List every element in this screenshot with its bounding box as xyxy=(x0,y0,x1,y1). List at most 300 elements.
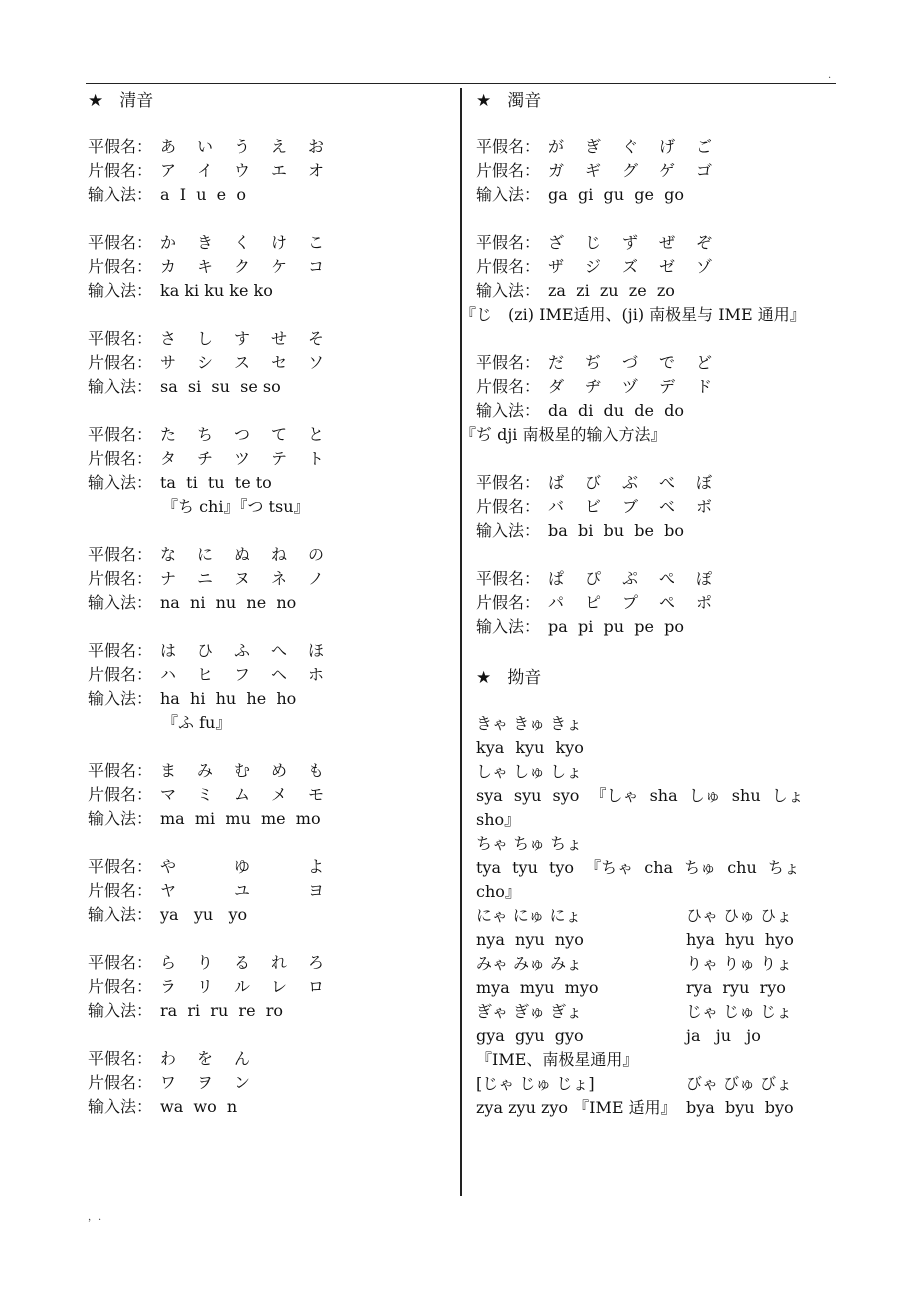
hiragana-char: あ xyxy=(160,137,177,156)
katakana-char: ヨ xyxy=(308,881,325,900)
hiragana-row xyxy=(88,951,448,975)
yoon-heading xyxy=(476,663,836,693)
yoon-cell: りゃ りゅ りょ xyxy=(686,954,793,973)
hiragana-char: ぬ xyxy=(234,545,251,564)
katakana-char: ト xyxy=(308,449,325,468)
kana-block xyxy=(88,951,448,1023)
yoon-cell: mya myu myo xyxy=(476,978,599,997)
katakana-char: レ xyxy=(271,977,288,996)
katakana-char: ケ xyxy=(271,257,288,276)
input-row xyxy=(88,279,448,303)
katakana-char: リ xyxy=(197,977,214,996)
katakana-row xyxy=(476,495,836,519)
katakana-label: 片假名： xyxy=(476,497,541,516)
yoon-pair-row xyxy=(476,1072,836,1096)
katakana-label: 片假名： xyxy=(88,353,153,372)
input-label: 输入法： xyxy=(88,1097,153,1116)
input-row xyxy=(88,999,448,1023)
input-romaji: ma mi mu me mo xyxy=(160,809,321,828)
yoon-pair-row xyxy=(476,1024,836,1048)
hiragana-label: 平假名： xyxy=(476,353,541,372)
seion-blocks xyxy=(88,135,448,1119)
yoon-cell: zya zyu zyo 『IME 适用』 xyxy=(476,1098,677,1117)
input-romaji: ba bi bu be bo xyxy=(548,521,684,540)
input-label: 输入法： xyxy=(476,185,541,204)
katakana-char: ワ xyxy=(160,1073,177,1092)
hiragana-char: ろ xyxy=(308,953,325,972)
katakana-label: 片假名： xyxy=(476,257,541,276)
dakuon-heading xyxy=(476,86,836,116)
hiragana-label: 平假名： xyxy=(88,233,153,252)
yoon-pair-row xyxy=(476,928,836,952)
hiragana-label: 平假名： xyxy=(88,545,153,564)
hiragana-label: 平假名： xyxy=(476,233,541,252)
input-label: 输入法： xyxy=(88,281,153,300)
hiragana-label: 平假名： xyxy=(88,329,153,348)
hiragana-char: ぽ xyxy=(696,569,713,588)
hiragana-char: し xyxy=(197,329,214,348)
star-icon: ★ xyxy=(476,91,492,111)
katakana-char: ヤ xyxy=(160,881,177,900)
hiragana-char: れ xyxy=(271,953,288,972)
hiragana-label: 平假名： xyxy=(88,425,153,444)
hiragana-label: 平假名： xyxy=(476,569,541,588)
input-row xyxy=(476,279,836,303)
katakana-row xyxy=(88,351,448,375)
katakana-row xyxy=(476,255,836,279)
hiragana-char: ね xyxy=(271,545,288,564)
katakana-label: 片假名： xyxy=(88,977,153,996)
hiragana-char: う xyxy=(234,137,251,156)
yoon-cell: rya ryu ryo xyxy=(686,978,786,997)
katakana-char xyxy=(271,879,308,903)
kana-block xyxy=(476,471,836,543)
hiragana-char: も xyxy=(308,761,325,780)
katakana-label: 片假名： xyxy=(476,161,541,180)
katakana-char: フ xyxy=(234,665,251,684)
input-label: 输入法： xyxy=(88,809,153,828)
kana-block xyxy=(88,1047,448,1119)
katakana-row xyxy=(88,447,448,471)
katakana-char: ユ xyxy=(234,881,251,900)
kana-block xyxy=(88,327,448,399)
katakana-char: ヅ xyxy=(622,377,639,396)
katakana-char: ロ xyxy=(308,977,325,996)
katakana-char: ダ xyxy=(548,377,565,396)
katakana-char: ム xyxy=(234,785,251,804)
katakana-char: ハ xyxy=(160,665,177,684)
hiragana-row xyxy=(88,855,448,879)
katakana-char: ス xyxy=(234,353,251,372)
yoon-line: しゃ しゅ しょ xyxy=(476,762,583,781)
hiragana-char: ぱ xyxy=(548,569,565,588)
seion-column xyxy=(88,86,448,1143)
yoon-cell: ぎゃ ぎゅ ぎょ xyxy=(476,1002,583,1021)
hiragana-char: ず xyxy=(622,233,639,252)
star-icon: ★ xyxy=(476,668,492,688)
hiragana-label: 平假名： xyxy=(88,641,153,660)
katakana-label: 片假名： xyxy=(88,257,153,276)
katakana-row xyxy=(88,879,448,903)
yoon-pair-row xyxy=(476,1000,836,1024)
hiragana-char: を xyxy=(197,1049,214,1068)
katakana-label: 片假名： xyxy=(88,1073,153,1092)
katakana-char: ル xyxy=(234,977,251,996)
katakana-char: メ xyxy=(271,785,288,804)
input-label: 输入法： xyxy=(88,473,153,492)
yoon-cell: じゃ じゅ じょ xyxy=(686,1002,793,1021)
katakana-char: ヘ xyxy=(271,665,288,684)
kana-block xyxy=(88,543,448,615)
katakana-char: ガ xyxy=(548,161,565,180)
hiragana-char: だ xyxy=(548,353,565,372)
katakana-char: ツ xyxy=(234,449,251,468)
yoon-cell: gya gyu gyo xyxy=(476,1026,584,1045)
input-romaji: pa pi pu pe po xyxy=(548,617,684,636)
katakana-char: バ xyxy=(548,497,565,516)
katakana-char: チ xyxy=(197,449,214,468)
katakana-char: ゾ xyxy=(696,257,713,276)
row-note: 『ぢ dji 南极星的输入方法』 xyxy=(460,425,667,444)
katakana-char: ヒ xyxy=(197,665,214,684)
input-row xyxy=(88,471,448,495)
input-romaji: wa wo n xyxy=(160,1097,238,1116)
hiragana-label: 平假名： xyxy=(88,953,153,972)
yoon-cell: ja ju jo xyxy=(686,1026,761,1045)
row-note: 『ふ fu』 xyxy=(162,713,232,732)
input-row xyxy=(476,183,836,207)
dakuon-column xyxy=(460,86,836,1120)
hiragana-char: ん xyxy=(234,1049,251,1068)
hiragana-char: め xyxy=(271,761,288,780)
hiragana-char: ぺ xyxy=(659,569,676,588)
column-divider xyxy=(460,88,462,1196)
katakana-char: ズ xyxy=(622,257,639,276)
yoon-pair-row xyxy=(476,976,836,1000)
input-label: 输入法： xyxy=(88,377,153,396)
katakana-char xyxy=(271,1071,308,1095)
input-label: 输入法： xyxy=(88,593,153,612)
katakana-char: サ xyxy=(160,353,177,372)
katakana-char: ポ xyxy=(696,593,713,612)
hiragana-char: お xyxy=(308,137,325,156)
hiragana-char: ゆ xyxy=(234,857,251,876)
hiragana-char: や xyxy=(160,857,177,876)
hiragana-char: さ xyxy=(160,329,177,348)
hiragana-row xyxy=(476,471,836,495)
yoon-pair-row xyxy=(476,952,836,976)
katakana-char: ニ xyxy=(197,569,214,588)
katakana-char: パ xyxy=(548,593,565,612)
katakana-char: ピ xyxy=(585,593,602,612)
katakana-char: ジ xyxy=(585,257,602,276)
yoon-pairs-2 xyxy=(476,1072,836,1120)
input-romaji: sa si su se so xyxy=(160,377,281,396)
yoon-section xyxy=(476,712,836,1120)
yoon-line: sya syu syo 『しゃ sha しゅ shu しょ sho』 xyxy=(476,786,804,829)
yoon-pair-row xyxy=(476,904,836,928)
hiragana-row xyxy=(88,327,448,351)
input-row xyxy=(88,375,448,399)
yoon-cell: [じゃ じゅ じょ] xyxy=(476,1074,595,1093)
katakana-row xyxy=(88,255,448,279)
hiragana-char: つ xyxy=(234,425,251,444)
hiragana-char: え xyxy=(271,137,288,156)
katakana-char: イ xyxy=(197,161,214,180)
katakana-char: カ xyxy=(160,257,177,276)
hiragana-char: べ xyxy=(659,473,676,492)
yoon-pair-row xyxy=(476,1096,836,1120)
katakana-char: ギ xyxy=(585,161,602,180)
hiragana-row xyxy=(88,231,448,255)
input-label: 输入法： xyxy=(88,689,153,708)
katakana-char: ヲ xyxy=(197,1073,214,1092)
kana-block xyxy=(460,231,836,327)
katakana-char: シ xyxy=(197,353,214,372)
hiragana-char: は xyxy=(160,641,177,660)
hiragana-row xyxy=(88,423,448,447)
input-row xyxy=(88,1095,448,1119)
hiragana-char xyxy=(308,1047,345,1071)
katakana-label: 片假名： xyxy=(88,881,153,900)
katakana-char: テ xyxy=(271,449,288,468)
katakana-char: モ xyxy=(308,785,325,804)
input-romaji: na ni nu ne no xyxy=(160,593,297,612)
yoon-line: tya tyu tyo 『ちゃ cha ちゅ chu ちょ cho』 xyxy=(476,858,800,901)
input-label: 输入法： xyxy=(476,617,541,636)
hiragana-char: ぢ xyxy=(585,353,602,372)
yoon-pairs xyxy=(476,904,836,1048)
hiragana-char: い xyxy=(197,137,214,156)
hiragana-char: ひ xyxy=(197,641,214,660)
hiragana-char: て xyxy=(271,425,288,444)
hiragana-char: ぼ xyxy=(696,473,713,492)
hiragana-row xyxy=(88,135,448,159)
dakuon-blocks xyxy=(460,135,836,639)
kana-block xyxy=(88,423,448,519)
seion-heading xyxy=(88,86,448,116)
hiragana-label: 平假名： xyxy=(476,473,541,492)
star-icon: ★ xyxy=(88,91,104,111)
hiragana-char: ぞ xyxy=(696,233,713,252)
hiragana-char: づ xyxy=(622,353,639,372)
hiragana-char: せ xyxy=(271,329,288,348)
input-romaji: ga gi gu ge go xyxy=(548,185,684,204)
input-row xyxy=(88,807,448,831)
kana-block xyxy=(88,231,448,303)
hiragana-char: ぎ xyxy=(585,137,602,156)
katakana-char: ネ xyxy=(271,569,288,588)
katakana-row xyxy=(476,375,836,399)
hiragana-char: そ xyxy=(308,329,325,348)
hiragana-row xyxy=(88,639,448,663)
katakana-char: コ xyxy=(308,257,325,276)
hiragana-char: ま xyxy=(160,761,177,780)
katakana-char: ベ xyxy=(659,497,676,516)
hiragana-char: ぷ xyxy=(622,569,639,588)
kana-block xyxy=(88,639,448,735)
hiragana-char: の xyxy=(308,545,325,564)
katakana-char: タ xyxy=(160,449,177,468)
hiragana-char: ご xyxy=(696,137,713,156)
hiragana-label: 平假名： xyxy=(88,1049,153,1068)
katakana-row xyxy=(476,591,836,615)
hiragana-row xyxy=(88,543,448,567)
yoon-cell: びゃ びゅ びょ xyxy=(686,1074,793,1093)
katakana-row xyxy=(88,663,448,687)
hiragana-char: じ xyxy=(585,233,602,252)
hiragana-label: 平假名： xyxy=(476,137,541,156)
yoon-note: 『IME、南极星通用』 xyxy=(476,1050,639,1069)
hiragana-char: る xyxy=(234,953,251,972)
input-row xyxy=(476,399,836,423)
katakana-char: ゼ xyxy=(659,257,676,276)
hiragana-char: げ xyxy=(659,137,676,156)
input-romaji: ya yu yo xyxy=(160,905,248,924)
hiragana-char: ら xyxy=(160,953,177,972)
yoon-cell: ひゃ ひゅ ひょ xyxy=(686,906,793,925)
hiragana-char: ざ xyxy=(548,233,565,252)
input-label: 输入法： xyxy=(476,401,541,420)
yoon-cell: nya nyu nyo xyxy=(476,930,584,949)
hiragana-char: こ xyxy=(308,233,325,252)
katakana-label: 片假名： xyxy=(88,665,153,684)
hiragana-row xyxy=(476,351,836,375)
katakana-char: ミ xyxy=(197,785,214,804)
katakana-char: ボ xyxy=(696,497,713,516)
katakana-char: オ xyxy=(308,161,325,180)
katakana-row xyxy=(88,159,448,183)
yoon-cell: にゃ にゅ にょ xyxy=(476,906,582,925)
kana-block xyxy=(460,351,836,447)
hiragana-char: と xyxy=(308,425,325,444)
hiragana-char: す xyxy=(234,329,251,348)
dakuon-title: 濁音 xyxy=(507,91,542,111)
katakana-char: プ xyxy=(622,593,639,612)
katakana-row xyxy=(88,975,448,999)
katakana-char: マ xyxy=(160,785,177,804)
katakana-label: 片假名： xyxy=(476,377,541,396)
katakana-char: ソ xyxy=(308,353,325,372)
input-label: 输入法： xyxy=(88,185,153,204)
katakana-char xyxy=(308,1071,345,1095)
hiragana-row xyxy=(88,759,448,783)
bottom-mark: ，. xyxy=(88,1212,102,1223)
input-row xyxy=(88,183,448,207)
top-rule xyxy=(86,83,836,84)
seion-title: 清音 xyxy=(119,91,154,111)
input-row xyxy=(88,903,448,927)
hiragana-char: に xyxy=(197,545,214,564)
input-row xyxy=(476,519,836,543)
hiragana-char xyxy=(271,1047,308,1071)
katakana-char: ゲ xyxy=(659,161,676,180)
katakana-row xyxy=(88,783,448,807)
hiragana-label: 平假名： xyxy=(88,857,153,876)
input-romaji: a I u e o xyxy=(160,185,246,204)
hiragana-char: ぜ xyxy=(659,233,676,252)
hiragana-char: わ xyxy=(160,1049,177,1068)
hiragana-char: び xyxy=(585,473,602,492)
hiragana-char: ぐ xyxy=(622,137,639,156)
hiragana-char: け xyxy=(271,233,288,252)
katakana-label: 片假名： xyxy=(88,161,153,180)
katakana-char: ラ xyxy=(160,977,177,996)
katakana-char: デ xyxy=(659,377,676,396)
hiragana-char: く xyxy=(234,233,251,252)
katakana-char: ヂ xyxy=(585,377,602,396)
kana-block xyxy=(476,567,836,639)
yoon-cell: bya byu byo xyxy=(686,1098,794,1117)
katakana-char xyxy=(197,879,234,903)
katakana-char: ホ xyxy=(308,665,325,684)
katakana-char: ド xyxy=(696,377,713,396)
hiragana-char: ぴ xyxy=(585,569,602,588)
katakana-char: ア xyxy=(160,161,177,180)
input-romaji: ra ri ru re ro xyxy=(160,1001,283,1020)
katakana-char: ノ xyxy=(308,569,325,588)
input-row xyxy=(88,687,448,711)
katakana-label: 片假名： xyxy=(88,569,153,588)
yoon-cell: hya hyu hyo xyxy=(686,930,794,949)
input-row xyxy=(88,591,448,615)
katakana-row xyxy=(476,159,836,183)
input-label: 输入法： xyxy=(88,905,153,924)
hiragana-char: み xyxy=(197,761,214,780)
katakana-label: 片假名： xyxy=(88,785,153,804)
yoon-line: ちゃ ちゅ ちょ xyxy=(476,834,583,853)
katakana-char: ナ xyxy=(160,569,177,588)
hiragana-row xyxy=(476,135,836,159)
hiragana-char xyxy=(197,855,234,879)
katakana-row xyxy=(88,1071,448,1095)
hiragana-char: ぶ xyxy=(622,473,639,492)
katakana-char: ブ xyxy=(622,497,639,516)
hiragana-char: か xyxy=(160,233,177,252)
katakana-char: ビ xyxy=(585,497,602,516)
katakana-char: エ xyxy=(271,161,288,180)
hiragana-char: り xyxy=(197,953,214,972)
katakana-row xyxy=(88,567,448,591)
katakana-label: 片假名： xyxy=(88,449,153,468)
input-romaji: ka ki ku ke ko xyxy=(160,281,273,300)
hiragana-char xyxy=(271,855,308,879)
hiragana-row xyxy=(476,567,836,591)
row-note: 『ち chi』『つ tsu』 xyxy=(162,497,310,516)
input-romaji: da di du de do xyxy=(548,401,684,420)
input-romaji: ta ti tu te to xyxy=(160,473,272,492)
katakana-char: ウ xyxy=(234,161,251,180)
katakana-char: ヌ xyxy=(234,569,251,588)
kana-block xyxy=(88,855,448,927)
top-mark: . xyxy=(828,70,832,81)
kana-block xyxy=(88,135,448,207)
yoon-line: kya kyu kyo xyxy=(476,738,584,757)
hiragana-char: む xyxy=(234,761,251,780)
katakana-char: ン xyxy=(234,1073,251,1092)
hiragana-char: が xyxy=(548,137,565,156)
hiragana-row xyxy=(476,231,836,255)
hiragana-char: へ xyxy=(271,641,288,660)
katakana-char: ゴ xyxy=(696,161,713,180)
hiragana-char: ち xyxy=(197,425,214,444)
input-label: 输入法： xyxy=(88,1001,153,1020)
hiragana-row xyxy=(88,1047,448,1071)
hiragana-char: ば xyxy=(548,473,565,492)
hiragana-char: よ xyxy=(308,857,325,876)
input-label: 输入法： xyxy=(476,521,541,540)
hiragana-char: ど xyxy=(696,353,713,372)
